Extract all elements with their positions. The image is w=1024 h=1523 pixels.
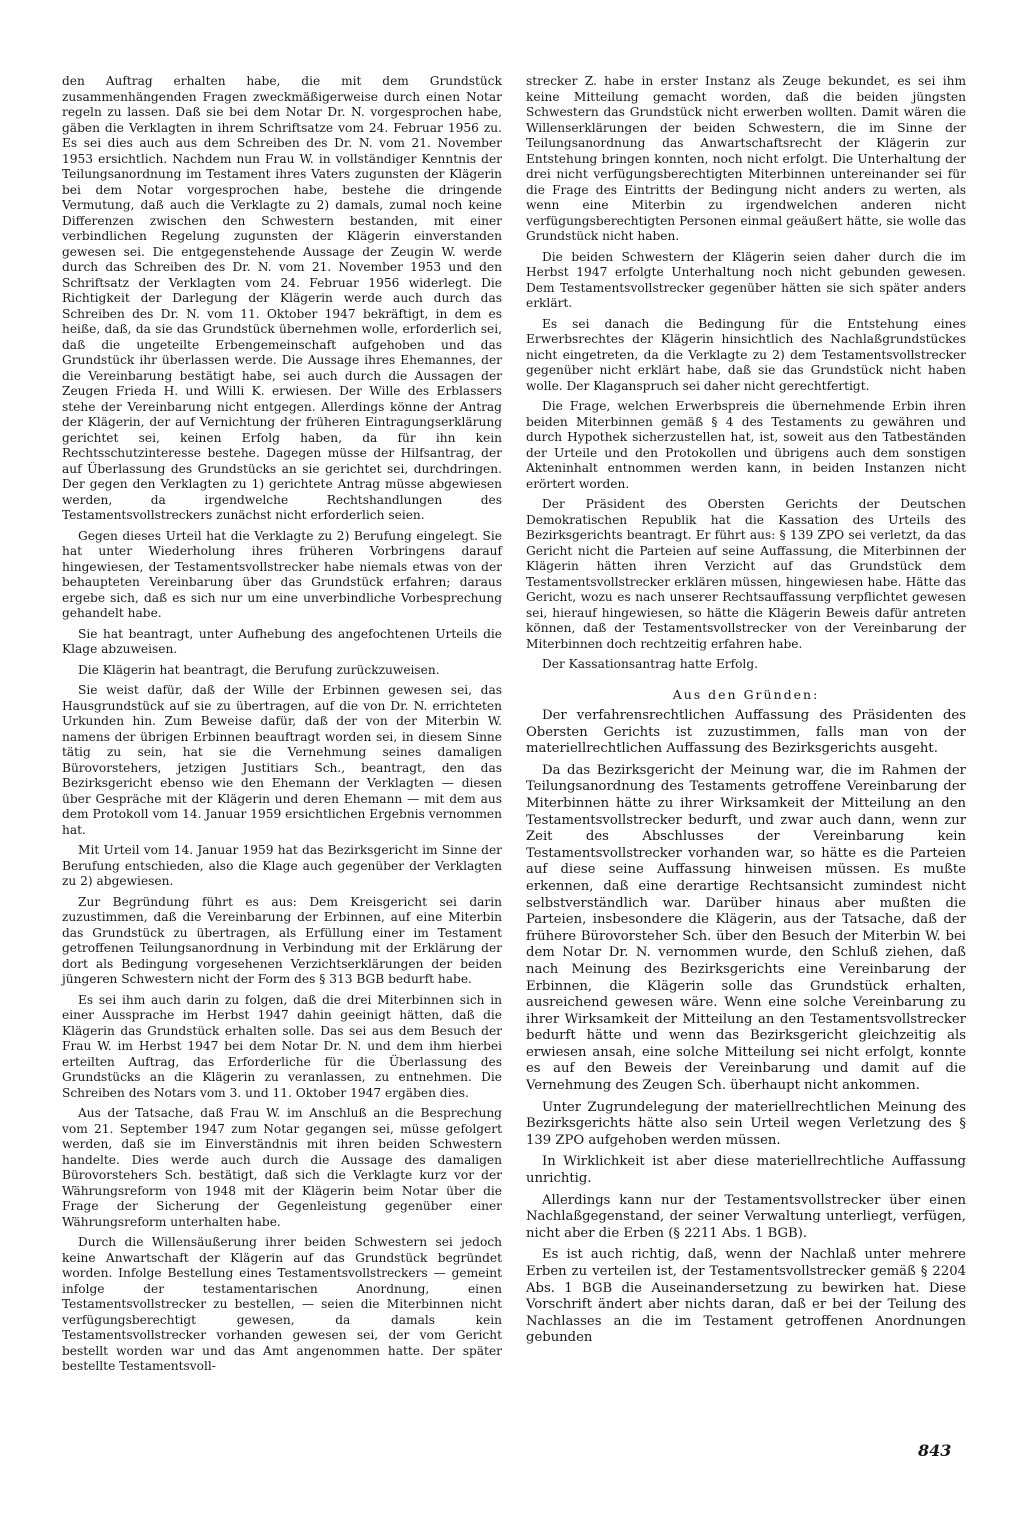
paragraph: Gegen dieses Urteil hat die Verklagte zu 2) Berufung eingelegt. Sie hat unter Wiederholung ihres früheren Vorbringens darauf hingewiesen, der Testamentsvollstrecker habe niemals etwas von der behaupteten Vereinbarung über das Grundstück erfahren; daraus ergebe sich, daß es sich nur um eine unverbindliche Vorbesprechung gehandelt habe. — [62, 528, 502, 620]
paragraph: Mit Urteil vom 14. Januar 1959 hat das Bezirksgericht im Sinne der Berufung entschieden, also die Klage auch gegenüber der Verklagten zu 2) abgewiesen. — [62, 843, 502, 888]
paragraph: Da das Bezirksgericht der Meinung war, die im Rahmen der Teilungsanordnung des Testaments getroffene Vereinbarung der Miterbinnen hätte zu ihrer Wirksamkeit der Mitteilung an den Testamentsvollstrecker bedurft, und zwar auch dann, wenn zur Zeit des Abschlusses der Vereinbarung kein Testamentsvollstrecker vorhanden war, so hätte es die Parteien auf diese seine Auffassung hinweisen müssen. Es mußte erkennen, daß eine derartige Rechtsansicht zumindest nicht selbstverständlich war. Darüber hinaus aber mußten die Parteien, insbesondere die Klägerin, aus der Tatsache, daß der frühere Bürovorsteher Sch. über den Besuch der Miterbin W. bei dem Notar Dr. N. vernommen wurde, den Schluß ziehen, daß nach Meinung des Bezirksgerichts eine Vereinbarung der Erbinnen, die Klägerin solle das Grundstück erhalten, ausreichend gewesen wäre. Wenn eine solche Vereinbarung zu ihrer Wirksamkeit der Mitteilung an den Testamentsvollstrecker bedurft hätte und wenn das Bezirksgericht gleichzeitig als erwiesen ansah, eine solche Mitteilung sei nicht erfolgt, konnte es auf den Beweis der Vereinbarung und damit auf die Vernehmung des Zeugen Sch. überhaupt nicht ankommen. — [526, 762, 966, 1094]
paragraph: In Wirklichkeit ist aber diese materiellrechtliche Auffassung unrichtig. — [526, 1154, 966, 1187]
paragraph: den Auftrag erhalten habe, die mit dem Grundstück zusammenhängenden Fragen zweckmäßigerweise durch einen Notar regeln zu lassen. Daß sie bei dem Notar Dr. N. vorgesprochen habe, gäben die Verklagten in ihrem Schriftsatze vom 24. Februar 1956 zu. Es sei dies auch aus dem Schreiben des Dr. N. vom 21. November 1953 ersichtlich. Nachdem nun Frau W. in vollständiger Kenntnis der Teilungsanordnung im Testament ihres Vaters zugunsten der Klägerin bei dem Notar vorgesprochen habe, bestehe die dringende Vermutung, daß auch die Verklagte zu 2) damals, zumal noch keine Differenzen zwischen den Schwestern bestanden, mit einer verbindlichen Regelung zugunsten der Klägerin einverstanden gewesen sei. Die entgegenstehende Aussage der Zeugin W. werde durch das Schreiben des Dr. N. vom 21. November 1953 und den Schriftsatz der Verklagten vom 24. Februar 1956 widerlegt. Die Richtigkeit der Darlegung der Klägerin werde auch durch das Schreiben des Dr. N. vom 11. Oktober 1947 bekräftigt, in dem es heiße, daß, da sie das Grundstück übernehmen wolle, erforderlich sei, daß die ungeteilte Erbengemeinschaft aufgehoben und das Grundstück ihr überlassen werde. Die Aussage ihres Ehemannes, der die Vereinbarung bestätigt habe, sei auch durch die Aussagen der Zeugen Frieda H. und Willi K. erwiesen. Der Wille des Erblassers stehe der Vereinbarung nicht entgegen. Allerdings könne der Antrag der Klägerin, der auf Vernichtung der früheren Eintragungserklärung gerichtet sei, keinen Erfolg haben, da für ihn kein Rechtsschutzinteresse bestehe. Dagegen müsse der Hilfsantrag, der auf Überlassung des Grundstücks an sie gerichtet sei, durchdringen. Der gegen den Verklagten zu 1) gerichtete Antrag müsse abgewiesen werden, da irgendwelche Rechtshandlungen des Testamentsvollstreckers zunächst nicht erforderlich seien. — [62, 74, 502, 522]
paragraph: strecker Z. habe in erster Instanz als Zeuge bekundet, es sei ihm keine Mitteilung gemacht worden, daß die beiden jüngsten Schwestern das Grundstück nicht erwerben wollten. Damit wären die Willenserklärungen der beiden Schwestern, die im Sinne der Teilungsanordnung das Anwartschaftsrecht der Klägerin zur Entstehung bringen konnten, noch nicht erfolgt. Die Unterhaltung der drei nicht verfügungsberechtigten Miterbinnen untereinander sei für die Frage des Eintritts der Bedingung nicht anders zu werten, als wenn eine Miterbin zu irgendwelchen anderen nicht verfügungsberechtigten Personen einmal geäußert hätte, sie wolle das Grundstück nicht haben. — [526, 74, 966, 243]
paragraph: Der Präsident des Obersten Gerichts der Deutschen Demokratischen Republik hat die Kassation des Urteils des Bezirksgerichts beantragt. Er führt aus: § 139 ZPO sei verletzt, da das Gericht nicht die Parteien auf seine Auffassung, die Miterbinnen der Klägerin hätten ihren Verzicht auf das Grundstück dem Testamentsvollstrecker erklären müssen, hingewiesen habe. Hätte das Gericht, wozu es nach unserer Rechtsauffassung verpflichtet gewesen sei, hierauf hingewiesen, so hätte die Klägerin Beweis dafür antreten können, daß der Testamentsvollstrecker von der Vereinbarung der Miterbinnen doch rechtzeitig erfahren habe. — [526, 497, 966, 651]
paragraph: Der Kassationsantrag hatte Erfolg. — [542, 657, 758, 671]
paragraph: Aus der Tatsache, daß Frau W. im Anschluß an die Besprechung vom 21. September 1947 zum Notar gegangen sei, müsse gefolgert werden, daß sie im Einverständnis mit ihren beiden Schwestern handelte. Dies werde auch durch die Aussage des damaligen Bürovorstehers Sch. bestätigt, daß sich die Verklagte kurz vor der Währungsreform von 1948 mit der Klägerin beim Notar über die Frage der Sicherung der Gegenleistung gegenüber einer Währungsreform unterhalten habe. — [62, 1106, 502, 1229]
page-number: 843 — [918, 1441, 952, 1460]
paragraph: Die beiden Schwestern der Klägerin seien daher durch die im Herbst 1947 erfolgte Unterhaltung noch nicht gebunden gewesen. Dem Testamentsvollstrecker gegenüber hätten sie sich später anders erklärt. — [526, 249, 966, 310]
section-heading: Aus den Gründen: — [672, 686, 820, 702]
left-column — [62, 74, 502, 1380]
right-column — [526, 74, 966, 1352]
paragraph: Durch die Willensäußerung ihrer beiden Schwestern sei jedoch keine Anwartschaft der Klägerin auf das Grundstück begründet worden. Infolge Bestellung eines Testamentsvollstreckers — gemeint infolge der testamentarischen Anordnung, einen Testamentsvollstrecker zu bestellen, — seien die Miterbinnen nicht verfügungsberechtigt gewesen, da damals kein Testamentsvollstrecker vorhanden gewesen sei, der vom Gericht bestellt worden war und das Amt angenommen hatte. Der später bestellte Testamentsvoll- — [62, 1235, 502, 1373]
paragraph: Sie weist dafür, daß der Wille der Erbinnen gewesen sei, das Hausgrundstück auf sie zu übertragen, auf die von Dr. N. errichteten Urkunden hin. Zum Beweise dafür, daß der von der Miterbin W. namens der übrigen Erbinnen beauftragt worden sei, in diesem Sinne tätig zu sein, hat sie die Vernehmung seines damaligen Bürovorstehers, jetzigen Justitiars Sch., beantragt, den das Bezirksgericht ebenso wie den Ehemann der Verklagten — diesen über Gespräche mit der Klägerin und deren Ehemann — mit dem aus dem Protokoll vom 14. Januar 1959 ersichtlichen Ergebnis vernommen hat. — [62, 683, 502, 837]
paragraph: Allerdings kann nur der Testamentsvollstrecker über einen Nachlaßgegenstand, der seiner Verwaltung unterliegt, verfügen, nicht aber die Erben (§ 2211 Abs. 1 BGB). — [526, 1192, 966, 1241]
paragraph: Zur Begründung führt es aus: Dem Kreisgericht sei darin zuzustimmen, daß die Vereinbarung der Erbinnen, auf eine Miterbin das Grundstück zu übertragen, als Erfüllung einer im Testament getroffenen Teilungsanordnung in Verbindung mit der Erklärung der dort als Bedingung vorgesehenen Verzichtserklärungen der beiden jüngeren Schwestern nicht der Form des § 313 BGB bedurft habe. — [62, 894, 502, 986]
paragraph: Unter Zugrundelegung der materiellrechtlichen Meinung des Bezirksgerichts hätte also sein Urteil wegen Verletzung des § 139 ZPO aufgehoben werden müssen. — [526, 1099, 966, 1148]
paragraph: Die Klägerin hat beantragt, die Berufung zurückzuweisen. — [78, 662, 440, 677]
paragraph: Die Frage, welchen Erwerbspreis die übernehmende Erbin ihren beiden Miterbinnen gemäß § 4 des Testaments zu gewähren und durch Hypothek sicherzustellen hat, ist, soweit aus den Tatbeständen der Urteile und den Protokollen und übrigens auch dem sonstigen Akteninhalt entnommen werden kann, in beiden Instanzen nicht erörtert worden. — [526, 399, 966, 491]
paragraph: Es sei danach die Bedingung für die Entstehung eines Erwerbsrechtes der Klägerin hinsichtlich des Nachlaßgrundstückes nicht eingetreten, da die Verklagte zu 2) dem Testamentsvollstrecker gegenüber nicht erklärt habe, daß sie das Grundstück nicht haben wolle. Der Klaganspruch sei daher nicht gerechtfertigt. — [526, 316, 966, 393]
paragraph: Es ist auch richtig, daß, wenn der Nachlaß unter mehrere Erben zu verteilen ist, der Testamentsvollstrecker gemäß § 2204 Abs. 1 BGB die Auseinandersetzung zu bewirken hat. Diese Vorschrift ändert aber nichts daran, daß er bei der Teilung des Nachlasses an die im Testament getroffenen Anordnungen gebunden — [526, 1247, 966, 1346]
paragraph: Der verfahrensrechtlichen Auffassung des Präsidenten des Obersten Gerichts ist zuzustimmen, falls man von der materiellrechtlichen Auffassung des Bezirksgerichts ausgeht. — [526, 708, 966, 757]
paragraph: Es sei ihm auch darin zu folgen, daß die drei Miterbinnen sich in einer Aussprache im Herbst 1947 dahin geeinigt hätten, daß die Klägerin das Grundstück erhalten solle. Das sei aus dem Besuch der Frau W. im Herbst 1947 bei dem Notar Dr. N. und dem ihm hierbei erteilten Auftrag, das Erforderliche für die Überlassung des Grundstücks an die Klägerin zu veranlassen, zu entnehmen. Die Schreiben des Notars vom 3. und 11. Oktober 1947 ergäben dies. — [62, 992, 502, 1100]
paragraph: Sie hat beantragt, unter Aufhebung des angefochtenen Urteils die Klage abzuweisen. — [62, 626, 502, 656]
